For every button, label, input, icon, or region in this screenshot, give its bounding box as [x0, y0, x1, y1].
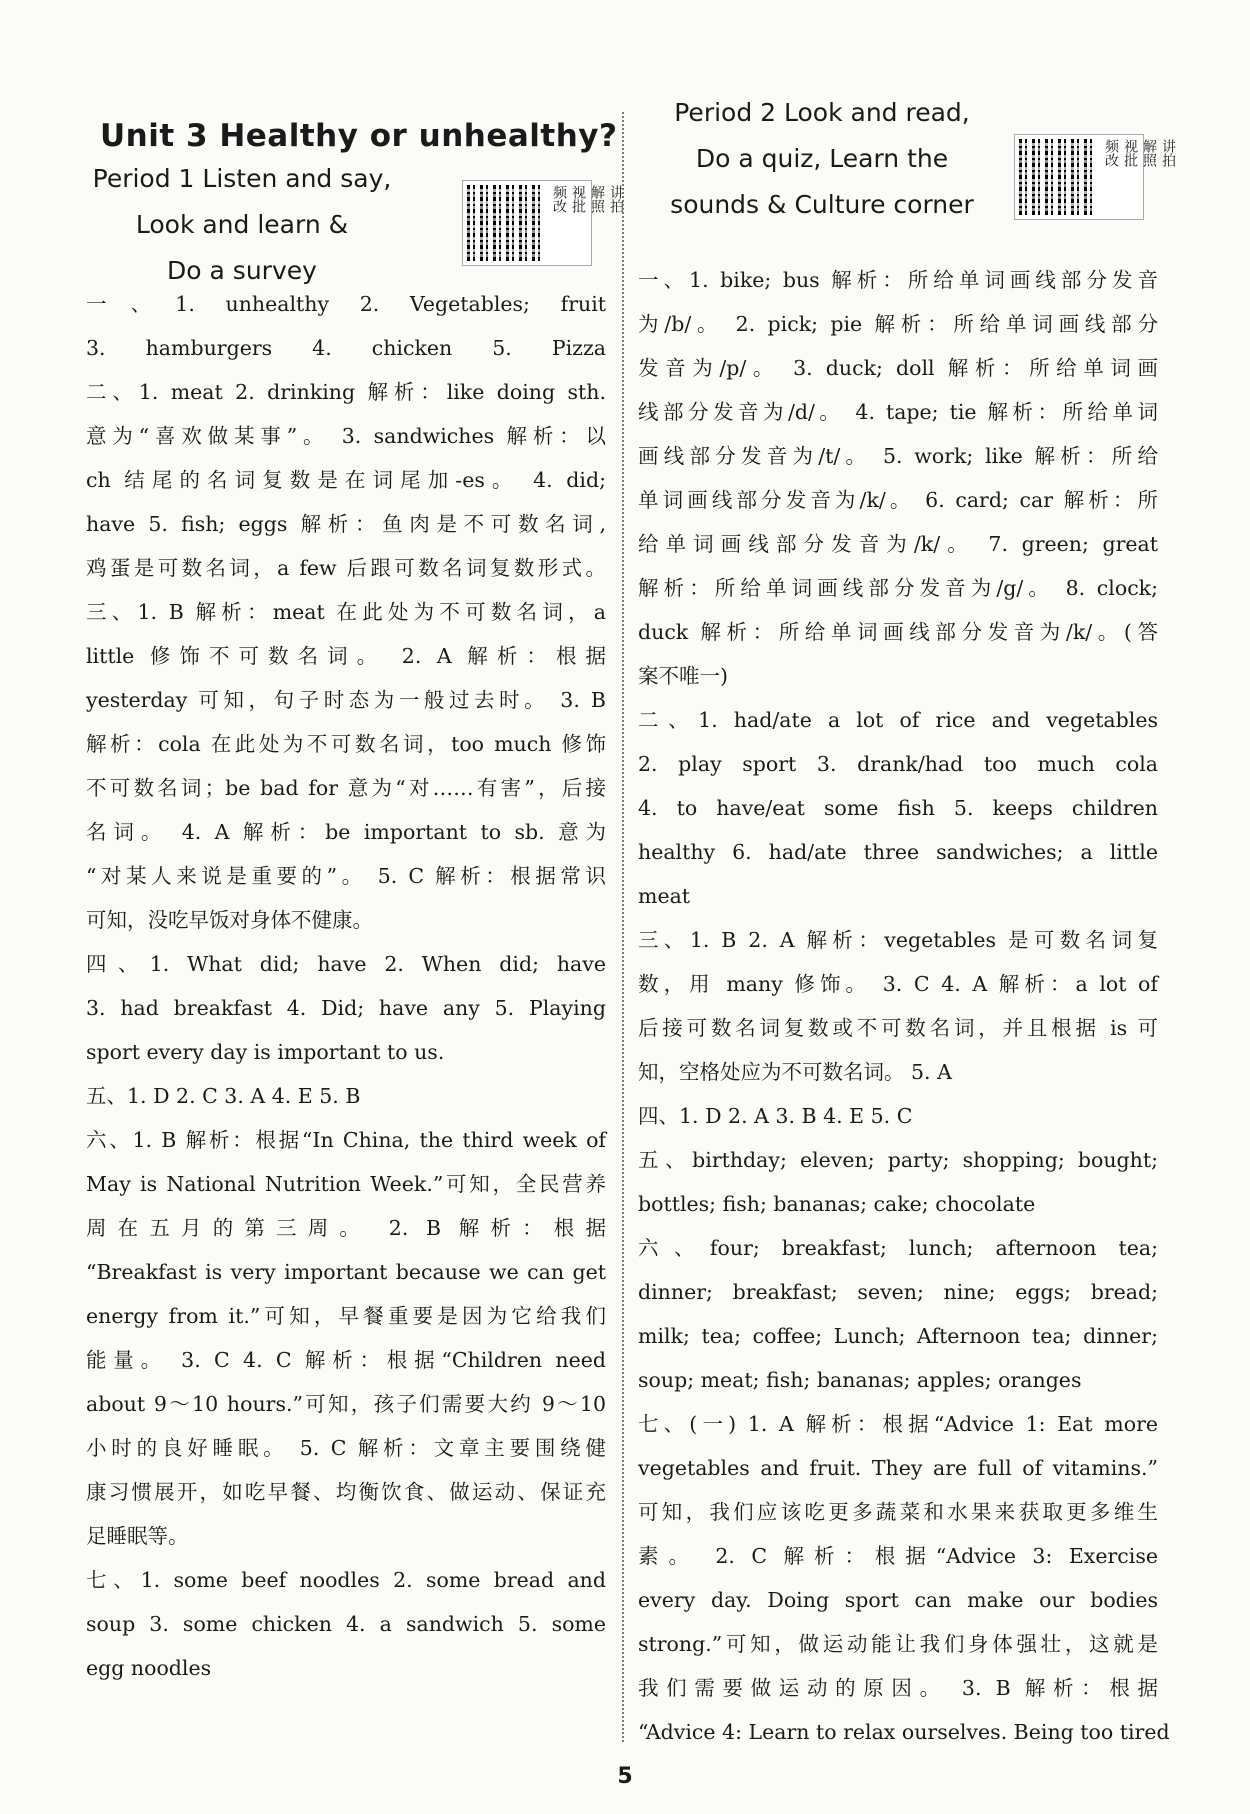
qr-caption: 讲拍解照视批频改	[551, 185, 624, 213]
answer-line: 康习惯展开，如吃早餐、均衡饮食、做运动、保证充	[86, 1480, 606, 1504]
answer-line: 六、1. B 解析：根据“In China, the third week of	[86, 1128, 606, 1152]
answer-line: 二、1. meat 2. drinking 解析：like doing sth.	[86, 380, 606, 404]
answer-line: vegetables and fruit. They are full of vitamins.”	[638, 1456, 1158, 1480]
answer-line: “Breakfast is very important because we can get	[86, 1260, 606, 1284]
answer-line: 足睡眠等。	[86, 1524, 189, 1548]
answer-line: 3. had breakfast 4. Did; have any 5. Playing	[86, 996, 606, 1020]
answer-line: strong.”可知，做运动能让我们身体强壮，这就是	[638, 1632, 1158, 1656]
answer-line: 四、1. What did; have 2. When did; have	[86, 952, 606, 976]
answer-line: 解析：cola 在此处为不可数名词，too much 修饰	[86, 732, 606, 756]
answer-line: 五、birthday; eleven; party; shopping; bought;	[638, 1148, 1158, 1172]
answer-line: 鸡蛋是可数名词，a few 后跟可数名词复数形式。	[86, 556, 606, 580]
answer-line: 三、1. B 2. A 解析：vegetables 是可数名词复	[638, 928, 1158, 952]
answer-line: 名词。 4. A 解析：be important to sb. 意为	[86, 820, 606, 844]
answer-line: soup; meat; fish; bananas; apples; oranges	[638, 1368, 1082, 1392]
answer-line: 七、(一) 1. A 解析：根据“Advice 1: Eat more	[638, 1412, 1158, 1436]
period1-title-line: Do a survey	[167, 256, 317, 285]
answer-line: bottles; fish; bananas; cake; chocolate	[638, 1192, 1036, 1216]
qr-caption: 讲拍解照视批频改	[1103, 139, 1176, 167]
answer-line: 周在五月的第三周。 2. B 解析：根据	[86, 1216, 606, 1240]
answer-line: duck 解析：所给单词画线部分发音为/k/。(答	[638, 620, 1158, 644]
answer-line: meat	[638, 884, 691, 908]
period1-heading	[12, 156, 472, 294]
period2-qr-box[interactable]	[1014, 134, 1176, 220]
answer-line: egg noodles	[86, 1656, 212, 1680]
period2-heading	[602, 90, 1042, 228]
answer-line: soup 3. some chicken 4. a sandwich 5. some	[86, 1612, 606, 1636]
qr-code-icon[interactable]	[1019, 139, 1095, 215]
answer-line: 一、1. bike; bus 解析：所给单词画线部分发音	[638, 268, 1158, 292]
answer-line: 能量。 3. C 4. C 解析：根据“Children need	[86, 1348, 606, 1372]
period2-title-line: sounds & Culture corner	[670, 190, 974, 219]
answer-line: 为/b/。 2. pick; pie 解析：所给单词画线部分	[638, 312, 1158, 336]
answer-line: May is National Nutrition Week.”可知，全民营养	[86, 1172, 606, 1196]
answer-line: 二、1. had/ate a lot of rice and vegetables	[638, 708, 1158, 732]
answer-line: 我们需要做运动的原因。 3. B 解析：根据	[638, 1676, 1158, 1700]
answer-line: 3. hamburgers 4. chicken 5. Pizza	[86, 336, 606, 360]
answer-line: energy from it.”可知，早餐重要是因为它给我们	[86, 1304, 606, 1328]
answer-line: 4. to have/eat some fish 5. keeps children	[638, 796, 1158, 820]
period2-title-line: Period 2 Look and read,	[674, 98, 970, 127]
answer-line: ch 结尾的名词复数是在词尾加-es。 4. did;	[86, 468, 606, 492]
period1-qr-box[interactable]	[462, 180, 624, 266]
answer-line: 小时的良好睡眠。 5. C 解析：文章主要围绕健	[86, 1436, 606, 1460]
period2-title-line: Do a quiz, Learn the	[695, 144, 949, 173]
answer-line: milk; tea; coffee; Lunch; Afternoon tea; dinner;	[638, 1324, 1158, 1348]
answer-line: 案不唯一)	[638, 664, 728, 688]
column-divider	[622, 112, 624, 1742]
answer-line: 线部分发音为/d/。 4. tape; tie 解析：所给单词	[638, 400, 1158, 424]
answer-line: 意为“喜欢做某事”。 3. sandwiches 解析：以	[86, 424, 606, 448]
answer-line: “对某人来说是重要的”。 5. C 解析：根据常识	[86, 864, 606, 888]
unit-title: Unit 3 Healthy or unhealthy?	[100, 118, 618, 154]
left-answer-lines	[86, 282, 606, 1690]
answer-line: healthy 6. had/ate three sandwiches; a little	[638, 840, 1158, 864]
qr-code-icon[interactable]	[467, 185, 543, 261]
answer-line: 后接可数名词复数或不可数名词，并且根据 is 可	[638, 1016, 1158, 1040]
answer-line: 知，空格处应为不可数名词。 5. A	[638, 1060, 952, 1084]
answer-line: 四、1. D 2. A 3. B 4. E 5. C	[638, 1104, 913, 1128]
answer-line: have 5. fish; eggs 解析：鱼肉是不可数名词,	[86, 512, 606, 536]
answer-line: 不可数名词；be bad for 意为“对……有害”，后接	[86, 776, 606, 800]
period1-title-line: Look and learn &	[135, 210, 349, 239]
answer-line: 单词画线部分发音为/k/。 6. card; car 解析：所	[638, 488, 1158, 512]
answer-line: about 9～10 hours.”可知，孩子们需要大约 9～10	[86, 1392, 606, 1416]
answer-line: 数，用 many 修饰。 3. C 4. A 解析：a lot of	[638, 972, 1158, 996]
answer-line: 一、1. unhealthy 2. Vegetables; fruit	[86, 292, 606, 316]
answer-line: “Advice 4: Learn to relax ourselves. Being too tired	[638, 1720, 1170, 1744]
right-answer-lines	[638, 258, 1170, 1754]
answer-line: 素。 2. C 解析：根据“Advice 3: Exercise	[638, 1544, 1158, 1568]
answer-line: 三、1. B 解析：meat 在此处为不可数名词，a	[86, 600, 606, 624]
answer-line: 七、1. some beef noodles 2. some bread and	[86, 1568, 606, 1592]
answer-line: dinner; breakfast; seven; nine; eggs; bread;	[638, 1280, 1158, 1304]
answer-line: 画线部分发音为/t/。 5. work; like 解析：所给	[638, 444, 1158, 468]
answer-line: 解析：所给单词画线部分发音为/g/。 8. clock;	[638, 576, 1158, 600]
answer-line: sport every day is important to us.	[86, 1040, 445, 1064]
answer-line: yesterday 可知，句子时态为一般过去时。 3. B	[86, 688, 606, 712]
answer-line: 六、four; breakfast; lunch; afternoon tea;	[638, 1236, 1158, 1260]
page-number: 5	[617, 1764, 633, 1789]
answer-line: every day. Doing sport can make our bodies	[638, 1588, 1158, 1612]
answer-line: 2. play sport 3. drank/had too much cola	[638, 752, 1158, 776]
answer-line: 可知，没吃早饭对身体不健康。	[86, 908, 373, 932]
answer-line: 发音为/p/。 3. duck; doll 解析：所给单词画	[638, 356, 1158, 380]
answer-line: 给单词画线部分发音为/k/。 7. green; great	[638, 532, 1158, 556]
answer-line: little 修饰不可数名词。 2. A 解析：根据	[86, 644, 606, 668]
period1-title-line: Period 1 Listen and say,	[92, 164, 392, 193]
answer-line: 五、1. D 2. C 3. A 4. E 5. B	[86, 1084, 361, 1108]
answer-line: 可知，我们应该吃更多蔬菜和水果来获取更多维生	[638, 1500, 1158, 1524]
